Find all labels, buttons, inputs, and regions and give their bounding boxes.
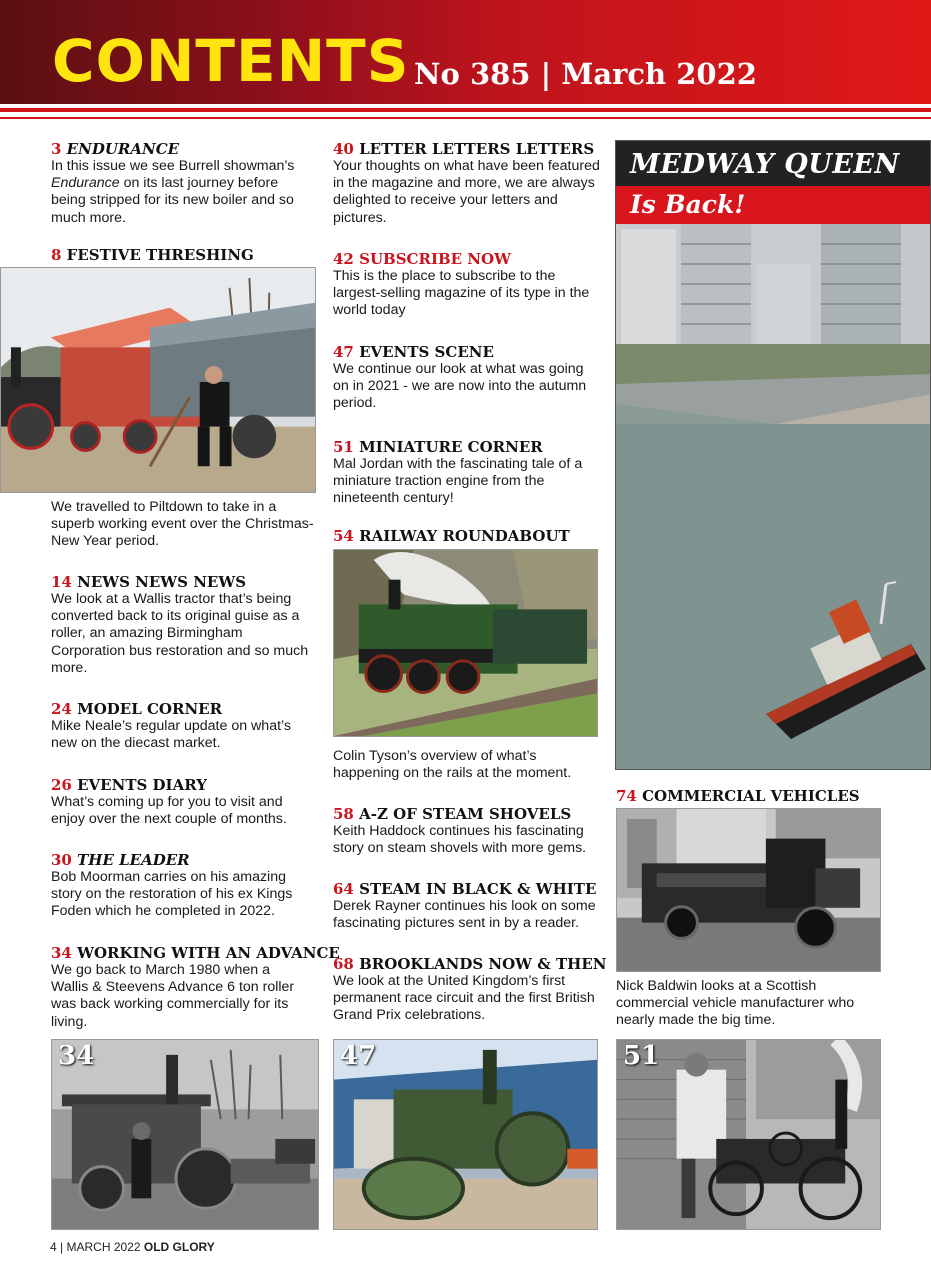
medway-queen-feature[interactable] xyxy=(615,140,931,770)
entry-description: We continue our look at what was going on in 2021 - we are now into the autumn period. xyxy=(333,361,587,412)
header-rule-bottom xyxy=(0,117,931,119)
footer-date: MARCH 2022 xyxy=(66,1240,144,1254)
entry-steam-shovels[interactable] xyxy=(333,806,601,857)
page-number: 74 xyxy=(616,787,637,805)
feature-subtitle: Is Back! xyxy=(630,190,746,219)
page-number: 58 xyxy=(333,805,354,823)
entry-title: COMMERCIAL VEHICLES xyxy=(642,787,860,805)
entry-title: LETTER LETTERS LETTERS xyxy=(359,140,595,158)
entry-model-corner[interactable] xyxy=(51,701,316,752)
entry-title: RAILWAY ROUNDABOUT xyxy=(359,527,570,545)
entry-description: What’s coming up for you to visit and enjoy over the next couple of months. xyxy=(51,794,287,828)
entry-title: WORKING WITH AN ADVANCE xyxy=(77,944,340,962)
entry-news[interactable] xyxy=(51,574,316,677)
page-number: 3 xyxy=(51,140,62,158)
entry-description: Mal Jordan with the fascinating tale of a miniature traction engine from the nineteenth century! xyxy=(333,456,583,507)
page-number: 64 xyxy=(333,880,354,898)
entry-title: EVENTS DIARY xyxy=(77,776,207,794)
page-number: 14 xyxy=(51,573,72,591)
page-number: 26 xyxy=(51,776,72,794)
miniature-engine-photo xyxy=(616,1039,881,1230)
entry-commercial-desc xyxy=(616,978,886,1030)
feature-title: MEDWAY QUEEN xyxy=(630,149,900,180)
entry-description: Bob Moorman carries on his amazing story on the restoration of his ex Kings Foden which he completed in 2022. xyxy=(51,869,293,920)
medway-queen-photo xyxy=(616,224,931,770)
entry-description: This is the place to subscribe to the largest-selling magazine of its type in the world today xyxy=(333,268,590,319)
entry-title: MODEL CORNER xyxy=(77,700,223,718)
entry-the-leader[interactable] xyxy=(51,852,316,921)
issue-label: No 385 | March 2022 xyxy=(414,57,757,91)
entry-events-diary[interactable] xyxy=(51,777,316,828)
entry-title: SUBSCRIBE NOW xyxy=(359,250,511,268)
entry-description: Nick Baldwin looks at a Scottish commercial vehicle manufacturer who nearly made the big time. xyxy=(616,978,855,1029)
entry-description: Derek Rayner continues his look on some fascinating pictures sent in by a reader. xyxy=(333,898,596,932)
entry-description: Keith Haddock continues his fascinating story on steam shovels with more gems. xyxy=(333,823,587,857)
entry-description: Mike Neale’s regular update on what’s new on the diecast market. xyxy=(51,718,292,752)
entry-title: BROOKLANDS NOW & THEN xyxy=(359,955,607,973)
photo-page-number: 34 xyxy=(58,1041,95,1071)
entry-description: In this issue we see Burrell showman’s Endurance on its last journey before being stripped for its new boiler and so much more. xyxy=(51,158,295,226)
entry-black-white[interactable] xyxy=(333,881,601,932)
entry-description: We look at the United Kingdom’s first permanent race circuit and the first British Grand Prix celebrations. xyxy=(333,973,595,1024)
page-number: 51 xyxy=(333,438,354,456)
green-roller-photo xyxy=(333,1039,598,1230)
page-number: 30 xyxy=(51,851,72,869)
entry-description: We look at a Wallis tractor that’s being converted back to its original guise as a roller, an amazing Birmingham Corporation bus restoration and so much more. xyxy=(51,591,309,676)
photo-page-number: 47 xyxy=(340,1041,377,1071)
entry-title: STEAM IN BLACK & WHITE xyxy=(359,880,597,898)
header-rule-top xyxy=(0,108,931,112)
railway-photo xyxy=(333,549,598,737)
commercial-vehicle-photo xyxy=(616,808,881,972)
entry-title: FESTIVE THRESHING xyxy=(66,246,254,264)
entry-title: A-Z OF STEAM SHOVELS xyxy=(359,805,572,823)
page-number: 54 xyxy=(333,527,354,545)
page-number: 68 xyxy=(333,955,354,973)
page-footer: 4 | MARCH 2022 OLD GLORY xyxy=(50,1240,215,1254)
page-number: 47 xyxy=(333,343,354,361)
entry-commercial-vehicles[interactable] xyxy=(616,788,916,805)
entry-title: THE LEADER xyxy=(77,851,190,869)
entry-railway-desc xyxy=(333,748,601,782)
page-number: 8 xyxy=(51,246,62,264)
entry-letters[interactable] xyxy=(333,141,601,227)
entry-description: We travelled to Piltdown to take in a superb working event over the Christmas-New Year period. xyxy=(51,499,314,550)
page-title: CONTENTS xyxy=(52,27,410,95)
entry-brooklands[interactable] xyxy=(333,955,607,1025)
page-number: 40 xyxy=(333,140,354,158)
page-number: 42 xyxy=(333,250,354,268)
entry-endurance[interactable] xyxy=(51,141,316,227)
entry-title: MINIATURE CORNER xyxy=(359,438,543,456)
contents-header xyxy=(0,0,931,104)
footer-brand: OLD GLORY xyxy=(143,1240,215,1254)
entry-description: Your thoughts on what have been featured in the magazine and more, we are always delighted to receive your letters and pictures. xyxy=(333,158,600,226)
advance-roller-photo xyxy=(51,1039,319,1230)
entry-description: Colin Tyson’s overview of what’s happening on the rails at the moment. xyxy=(333,748,572,782)
entry-title: NEWS NEWS NEWS xyxy=(77,573,247,591)
entry-railway-roundabout[interactable] xyxy=(333,528,601,545)
threshing-photo xyxy=(0,267,316,493)
page-number: 24 xyxy=(51,700,72,718)
photo-page-number: 51 xyxy=(623,1041,660,1071)
entry-festive-threshing[interactable] xyxy=(51,247,316,264)
entry-title: EVENTS SCENE xyxy=(359,343,494,361)
entry-working-advance[interactable] xyxy=(51,944,340,1031)
entry-description: We go back to March 1980 when a Wallis & Steevens Advance 6 ton roller was back working commercially for its living. xyxy=(51,962,295,1030)
entry-title: ENDURANCE xyxy=(66,140,180,158)
entry-miniature-corner[interactable] xyxy=(333,439,601,508)
entry-events-scene[interactable] xyxy=(333,344,601,413)
footer-page: 4 xyxy=(50,1240,57,1254)
page-number: 34 xyxy=(51,944,72,962)
entry-festive-threshing-desc xyxy=(51,499,316,551)
entry-subscribe[interactable] xyxy=(333,251,601,320)
